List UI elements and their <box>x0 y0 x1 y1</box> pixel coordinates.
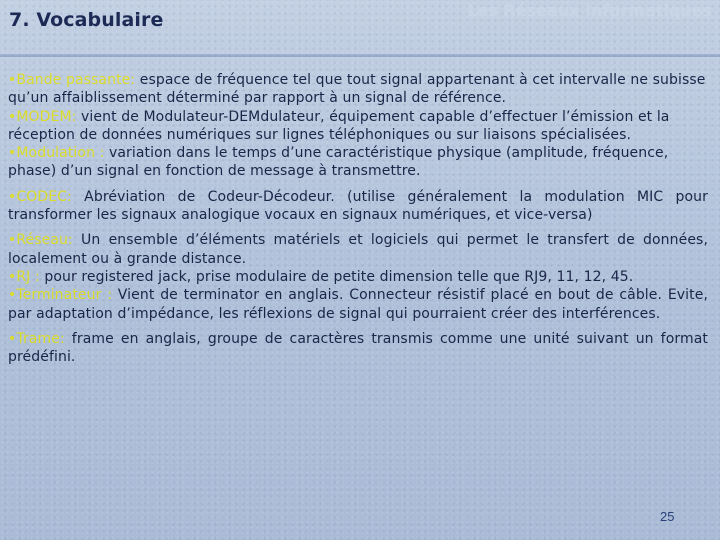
definition-rj <box>8 268 708 286</box>
term-label: RJ : <box>16 268 40 285</box>
definition-reseau <box>8 231 708 268</box>
definition-modulation <box>8 144 708 181</box>
definition-text: frame en anglais, groupe de caractères transmis comme une unité suivant un format prédéfini. <box>8 330 708 366</box>
definition-text: variation dans le temps d’une caractéristique physique (amplitude, fréquence, phase) d’un signal en fonction de message à transmettre. <box>8 145 669 180</box>
bullet-icon: • <box>8 232 17 249</box>
bullet-icon: • <box>8 108 17 125</box>
bullet-icon: • <box>8 330 17 347</box>
term-label: Bande passante: <box>16 72 136 88</box>
definition-codec <box>8 188 708 225</box>
definition-terminateur <box>8 286 708 323</box>
definition-text: vient de Modulateur-DEMdulateur, équipement capable d’effectuer l’émission et la réception de données numériques sur lignes téléphoniques ou sur liaisons spécialisées. <box>8 108 670 143</box>
title-divider <box>0 54 720 57</box>
term-label: Trame: <box>16 330 65 347</box>
slide-title: 7. Vocabulaire <box>9 9 164 31</box>
page-number: 25 <box>660 509 675 524</box>
bullet-icon: • <box>8 268 17 285</box>
definition-trame <box>8 330 708 367</box>
bullet-icon: • <box>8 72 17 88</box>
term-label: Terminateur : <box>16 287 113 304</box>
term-label: MODEM: <box>16 108 77 125</box>
definition-bande-passante <box>8 71 708 108</box>
definition-modem <box>8 108 708 145</box>
definition-text: pour registered jack, prise modulaire de petite dimension telle que RJ9, 11, 12, 45. <box>39 268 634 285</box>
term-label: CODEC: <box>16 188 72 205</box>
term-label: Modulation : <box>16 145 105 162</box>
definition-text: Abréviation de Codeur-Décodeur. (utilise généralement la modulation MIC pour transformer les signaux analogique vocaux en signaux numériques, et vice-versa) <box>8 188 708 224</box>
header-title: Les Réseaux Informatiques <box>467 1 712 20</box>
bullet-icon: • <box>8 287 17 304</box>
definition-text: Vient de terminator en anglais. Connecteur résistif placé en bout de câble. Evite, par adaptation d’impédance, les réflexions de signal qui pourraient créer des interférences. <box>8 287 708 322</box>
content-area <box>8 71 708 366</box>
definition-text: espace de fréquence tel que tout signal appartenant à cet intervalle ne subisse qu’un affaiblissement déterminé par rapport à un signal de référence. <box>8 72 706 107</box>
bullet-icon: • <box>8 145 17 162</box>
definition-text: Un ensemble d’éléments matériels et logiciels qui permet le transfert de données, localement ou à grande distance. <box>8 232 708 267</box>
bullet-icon: • <box>8 188 17 205</box>
term-label: Réseau: <box>16 232 73 249</box>
